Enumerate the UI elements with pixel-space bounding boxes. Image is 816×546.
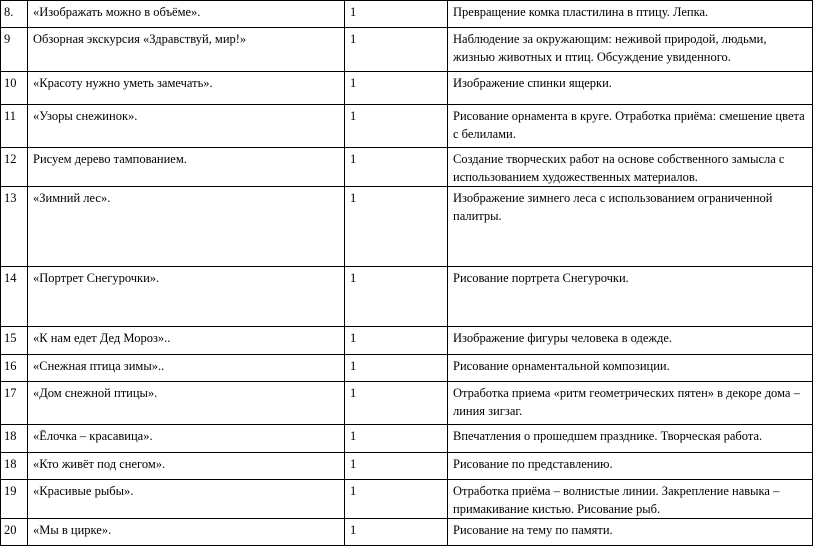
lesson-activity: Превращение комка пластилина в птицу. Лепка. [448,1,813,28]
lesson-number: 16 [1,355,28,382]
lesson-topic: «Красивые рыбы». [28,480,345,519]
lesson-hours: 1 [345,105,448,148]
lesson-topic: «Портрет Снегурочки». [28,267,345,327]
lesson-activity: Впечатления о прошедшем празднике. Творческая работа. [448,425,813,453]
lesson-topic: «Дом снежной птицы». [28,382,345,425]
lesson-number: 19 [1,480,28,519]
lesson-number: 10 [1,72,28,105]
table-row [1,187,813,267]
lesson-activity: Рисование портрета Снегурочки. [448,267,813,327]
lesson-activity: Рисование орнамента в круге. Отработка приёма: смешение цвета с белилами. [448,105,813,148]
table-row [1,105,813,148]
table-row [1,480,813,519]
lesson-number: 8. [1,1,28,28]
lesson-activity: Изображение зимнего леса с использованием ограниченной палитры. [448,187,813,267]
table-row [1,327,813,355]
lesson-activity: Наблюдение за окружающим: неживой природой, людьми, жизнью животных и птиц. Обсуждение увиденного. [448,28,813,72]
lesson-number: 9 [1,28,28,72]
table-row [1,453,813,480]
lesson-number: 11 [1,105,28,148]
lesson-activity: Отработка приёма – волнистые линии. Закрепление навыка – примакивание кистью. Рисование рыб. [448,480,813,519]
table-row [1,519,813,546]
lesson-activity: Создание творческих работ на основе собственного замысла с использованием художественных материалов. [448,148,813,187]
table-row [1,425,813,453]
lesson-number: 12 [1,148,28,187]
lesson-topic: «Снежная птица зимы».. [28,355,345,382]
lesson-hours: 1 [345,187,448,267]
lesson-hours: 1 [345,453,448,480]
lesson-topic: «Зимний лес». [28,187,345,267]
lesson-topic: Рисуем дерево тампованием. [28,148,345,187]
table-row [1,72,813,105]
lesson-topic: «Кто живёт под снегом». [28,453,345,480]
lesson-activity: Рисование на тему по памяти. [448,519,813,546]
lesson-activity: Изображение фигуры человека в одежде. [448,327,813,355]
lesson-hours: 1 [345,425,448,453]
table-row [1,355,813,382]
lesson-hours: 1 [345,267,448,327]
lesson-activity: Отработка приема «ритм геометрических пятен» в декоре дома – линия зигзаг. [448,382,813,425]
lesson-hours: 1 [345,355,448,382]
table-row [1,267,813,327]
lesson-hours: 1 [345,327,448,355]
lesson-hours: 1 [345,148,448,187]
table-row [1,1,813,28]
lesson-hours: 1 [345,1,448,28]
lesson-topic: «К нам едет Дед Мороз».. [28,327,345,355]
lesson-activity: Рисование орнаментальной композиции. [448,355,813,382]
table-row [1,148,813,187]
table-row [1,28,813,72]
lesson-number: 13 [1,187,28,267]
lesson-activity: Изображение спинки ящерки. [448,72,813,105]
lesson-hours: 1 [345,480,448,519]
lesson-number: 18 [1,425,28,453]
lesson-number: 15 [1,327,28,355]
lesson-topic: Обзорная экскурсия «Здравствуй, мир!» [28,28,345,72]
lesson-topic: «Мы в цирке». [28,519,345,546]
lesson-hours: 1 [345,519,448,546]
lesson-activity: Рисование по представлению. [448,453,813,480]
lesson-number: 18 [1,453,28,480]
lesson-hours: 1 [345,382,448,425]
lesson-topic: «Узоры снежинок». [28,105,345,148]
lesson-topic: «Ёлочка – красавица». [28,425,345,453]
lesson-hours: 1 [345,72,448,105]
lesson-topic: «Изображать можно в объёме». [28,1,345,28]
lesson-hours: 1 [345,28,448,72]
lesson-number: 17 [1,382,28,425]
table-row [1,382,813,425]
lesson-number: 14 [1,267,28,327]
lesson-number: 20 [1,519,28,546]
lesson-topic: «Красоту нужно уметь замечать». [28,72,345,105]
